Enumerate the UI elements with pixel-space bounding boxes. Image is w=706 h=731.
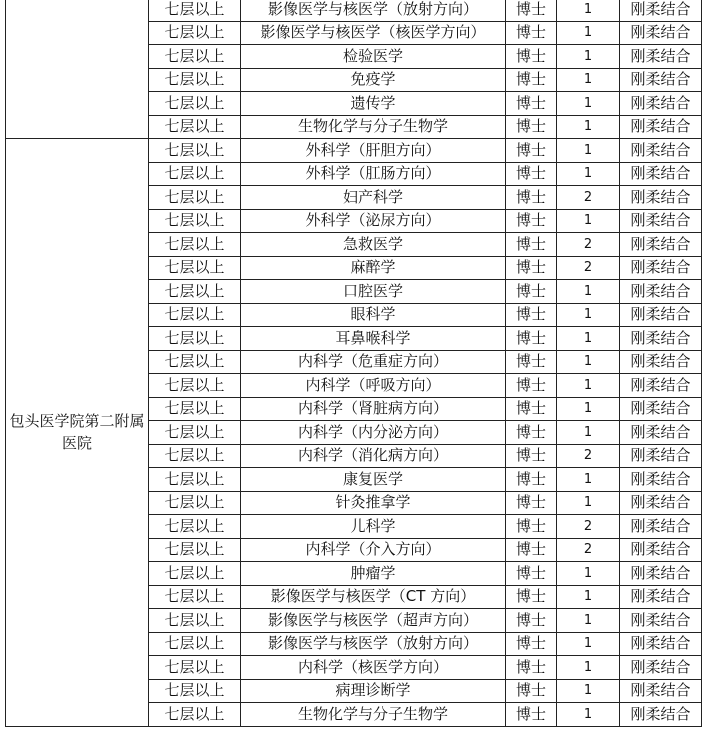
level-cell: 七层以上 (149, 679, 241, 703)
count-cell: 1 (557, 92, 620, 116)
major-cell: 麻醉学 (241, 256, 506, 280)
degree-cell: 博士 (506, 703, 557, 727)
level-cell: 七层以上 (149, 538, 241, 562)
level-cell: 七层以上 (149, 0, 241, 21)
type-cell: 刚柔结合 (620, 444, 702, 468)
major-cell: 外科学（肝胆方向） (241, 139, 506, 163)
type-cell: 刚柔结合 (620, 68, 702, 92)
type-cell: 刚柔结合 (620, 186, 702, 210)
type-cell: 刚柔结合 (620, 21, 702, 45)
major-cell: 影像医学与核医学（放射方向） (241, 0, 506, 21)
degree-cell: 博士 (506, 609, 557, 633)
count-cell: 1 (557, 280, 620, 304)
level-cell: 七层以上 (149, 585, 241, 609)
count-cell: 2 (557, 538, 620, 562)
type-cell: 刚柔结合 (620, 632, 702, 656)
degree-cell: 博士 (506, 68, 557, 92)
org-cell: 包头医学院第二附属医院 (6, 139, 149, 727)
type-cell: 刚柔结合 (620, 327, 702, 351)
type-cell: 刚柔结合 (620, 515, 702, 539)
table-body (6, 0, 702, 726)
count-cell: 1 (557, 209, 620, 233)
type-cell: 刚柔结合 (620, 374, 702, 398)
major-cell: 影像医学与核医学（CT 方向） (241, 585, 506, 609)
major-cell: 内科学（核医学方向） (241, 656, 506, 680)
count-cell: 1 (557, 0, 620, 21)
count-cell: 1 (557, 139, 620, 163)
type-cell: 刚柔结合 (620, 679, 702, 703)
recruitment-table (5, 0, 702, 727)
level-cell: 七层以上 (149, 327, 241, 351)
count-cell: 1 (557, 585, 620, 609)
major-cell: 内科学（内分泌方向） (241, 421, 506, 445)
level-cell: 七层以上 (149, 397, 241, 421)
degree-cell: 博士 (506, 538, 557, 562)
major-cell: 肿瘤学 (241, 562, 506, 586)
level-cell: 七层以上 (149, 303, 241, 327)
level-cell: 七层以上 (149, 209, 241, 233)
degree-cell: 博士 (506, 139, 557, 163)
count-cell: 1 (557, 327, 620, 351)
level-cell: 七层以上 (149, 21, 241, 45)
type-cell: 刚柔结合 (620, 0, 702, 21)
type-cell: 刚柔结合 (620, 303, 702, 327)
degree-cell: 博士 (506, 186, 557, 210)
degree-cell: 博士 (506, 303, 557, 327)
table-row (6, 139, 702, 163)
major-cell: 生物化学与分子生物学 (241, 703, 506, 727)
type-cell: 刚柔结合 (620, 397, 702, 421)
level-cell: 七层以上 (149, 233, 241, 257)
type-cell: 刚柔结合 (620, 233, 702, 257)
level-cell: 七层以上 (149, 703, 241, 727)
degree-cell: 博士 (506, 421, 557, 445)
degree-cell: 博士 (506, 468, 557, 492)
degree-cell: 博士 (506, 327, 557, 351)
major-cell: 口腔医学 (241, 280, 506, 304)
type-cell: 刚柔结合 (620, 609, 702, 633)
type-cell: 刚柔结合 (620, 256, 702, 280)
type-cell: 刚柔结合 (620, 421, 702, 445)
level-cell: 七层以上 (149, 374, 241, 398)
count-cell: 1 (557, 21, 620, 45)
degree-cell: 博士 (506, 444, 557, 468)
count-cell: 1 (557, 468, 620, 492)
level-cell: 七层以上 (149, 444, 241, 468)
count-cell: 2 (557, 515, 620, 539)
type-cell: 刚柔结合 (620, 45, 702, 69)
level-cell: 七层以上 (149, 162, 241, 186)
type-cell: 刚柔结合 (620, 656, 702, 680)
org-cell (6, 0, 149, 139)
major-cell: 内科学（肾脏病方向） (241, 397, 506, 421)
major-cell: 影像医学与核医学（超声方向） (241, 609, 506, 633)
level-cell: 七层以上 (149, 280, 241, 304)
major-cell: 内科学（呼吸方向） (241, 374, 506, 398)
type-cell: 刚柔结合 (620, 139, 702, 163)
count-cell: 1 (557, 68, 620, 92)
major-cell: 眼科学 (241, 303, 506, 327)
major-cell: 针灸推拿学 (241, 491, 506, 515)
level-cell: 七层以上 (149, 656, 241, 680)
major-cell: 内科学（危重症方向） (241, 350, 506, 374)
major-cell: 生物化学与分子生物学 (241, 115, 506, 139)
degree-cell: 博士 (506, 350, 557, 374)
type-cell: 刚柔结合 (620, 162, 702, 186)
level-cell: 七层以上 (149, 491, 241, 515)
count-cell: 1 (557, 350, 620, 374)
degree-cell: 博士 (506, 45, 557, 69)
degree-cell: 博士 (506, 256, 557, 280)
major-cell: 内科学（介入方向） (241, 538, 506, 562)
table-row (6, 0, 702, 21)
level-cell: 七层以上 (149, 68, 241, 92)
count-cell: 2 (557, 186, 620, 210)
type-cell: 刚柔结合 (620, 585, 702, 609)
count-cell: 1 (557, 162, 620, 186)
level-cell: 七层以上 (149, 562, 241, 586)
level-cell: 七层以上 (149, 609, 241, 633)
count-cell: 1 (557, 421, 620, 445)
major-cell: 检验医学 (241, 45, 506, 69)
count-cell: 1 (557, 374, 620, 398)
level-cell: 七层以上 (149, 515, 241, 539)
count-cell: 1 (557, 115, 620, 139)
type-cell: 刚柔结合 (620, 562, 702, 586)
level-cell: 七层以上 (149, 186, 241, 210)
count-cell: 1 (557, 656, 620, 680)
type-cell: 刚柔结合 (620, 92, 702, 116)
degree-cell: 博士 (506, 562, 557, 586)
type-cell: 刚柔结合 (620, 280, 702, 304)
count-cell: 2 (557, 233, 620, 257)
level-cell: 七层以上 (149, 421, 241, 445)
major-cell: 急救医学 (241, 233, 506, 257)
count-cell: 1 (557, 562, 620, 586)
level-cell: 七层以上 (149, 632, 241, 656)
count-cell: 1 (557, 609, 620, 633)
count-cell: 1 (557, 703, 620, 727)
level-cell: 七层以上 (149, 350, 241, 374)
count-cell: 1 (557, 491, 620, 515)
type-cell: 刚柔结合 (620, 703, 702, 727)
level-cell: 七层以上 (149, 92, 241, 116)
degree-cell: 博士 (506, 21, 557, 45)
degree-cell: 博士 (506, 491, 557, 515)
major-cell: 康复医学 (241, 468, 506, 492)
degree-cell: 博士 (506, 374, 557, 398)
type-cell: 刚柔结合 (620, 350, 702, 374)
major-cell: 外科学（泌尿方向） (241, 209, 506, 233)
level-cell: 七层以上 (149, 256, 241, 280)
degree-cell: 博士 (506, 397, 557, 421)
degree-cell: 博士 (506, 515, 557, 539)
count-cell: 2 (557, 444, 620, 468)
major-cell: 遗传学 (241, 92, 506, 116)
count-cell: 1 (557, 397, 620, 421)
type-cell: 刚柔结合 (620, 468, 702, 492)
major-cell: 外科学（肛肠方向） (241, 162, 506, 186)
major-cell: 妇产科学 (241, 186, 506, 210)
degree-cell: 博士 (506, 656, 557, 680)
degree-cell: 博士 (506, 233, 557, 257)
level-cell: 七层以上 (149, 115, 241, 139)
type-cell: 刚柔结合 (620, 115, 702, 139)
count-cell: 1 (557, 632, 620, 656)
level-cell: 七层以上 (149, 468, 241, 492)
level-cell: 七层以上 (149, 139, 241, 163)
type-cell: 刚柔结合 (620, 491, 702, 515)
major-cell: 影像医学与核医学（核医学方向） (241, 21, 506, 45)
major-cell: 耳鼻喉科学 (241, 327, 506, 351)
major-cell: 内科学（消化病方向） (241, 444, 506, 468)
major-cell: 儿科学 (241, 515, 506, 539)
degree-cell: 博士 (506, 679, 557, 703)
type-cell: 刚柔结合 (620, 209, 702, 233)
count-cell: 1 (557, 45, 620, 69)
major-cell: 影像医学与核医学（放射方向） (241, 632, 506, 656)
degree-cell: 博士 (506, 209, 557, 233)
degree-cell: 博士 (506, 162, 557, 186)
degree-cell: 博士 (506, 632, 557, 656)
count-cell: 1 (557, 679, 620, 703)
degree-cell: 博士 (506, 92, 557, 116)
level-cell: 七层以上 (149, 45, 241, 69)
count-cell: 2 (557, 256, 620, 280)
degree-cell: 博士 (506, 115, 557, 139)
degree-cell: 博士 (506, 280, 557, 304)
degree-cell: 博士 (506, 585, 557, 609)
major-cell: 免疫学 (241, 68, 506, 92)
count-cell: 1 (557, 303, 620, 327)
degree-cell: 博士 (506, 0, 557, 21)
major-cell: 病理诊断学 (241, 679, 506, 703)
type-cell: 刚柔结合 (620, 538, 702, 562)
